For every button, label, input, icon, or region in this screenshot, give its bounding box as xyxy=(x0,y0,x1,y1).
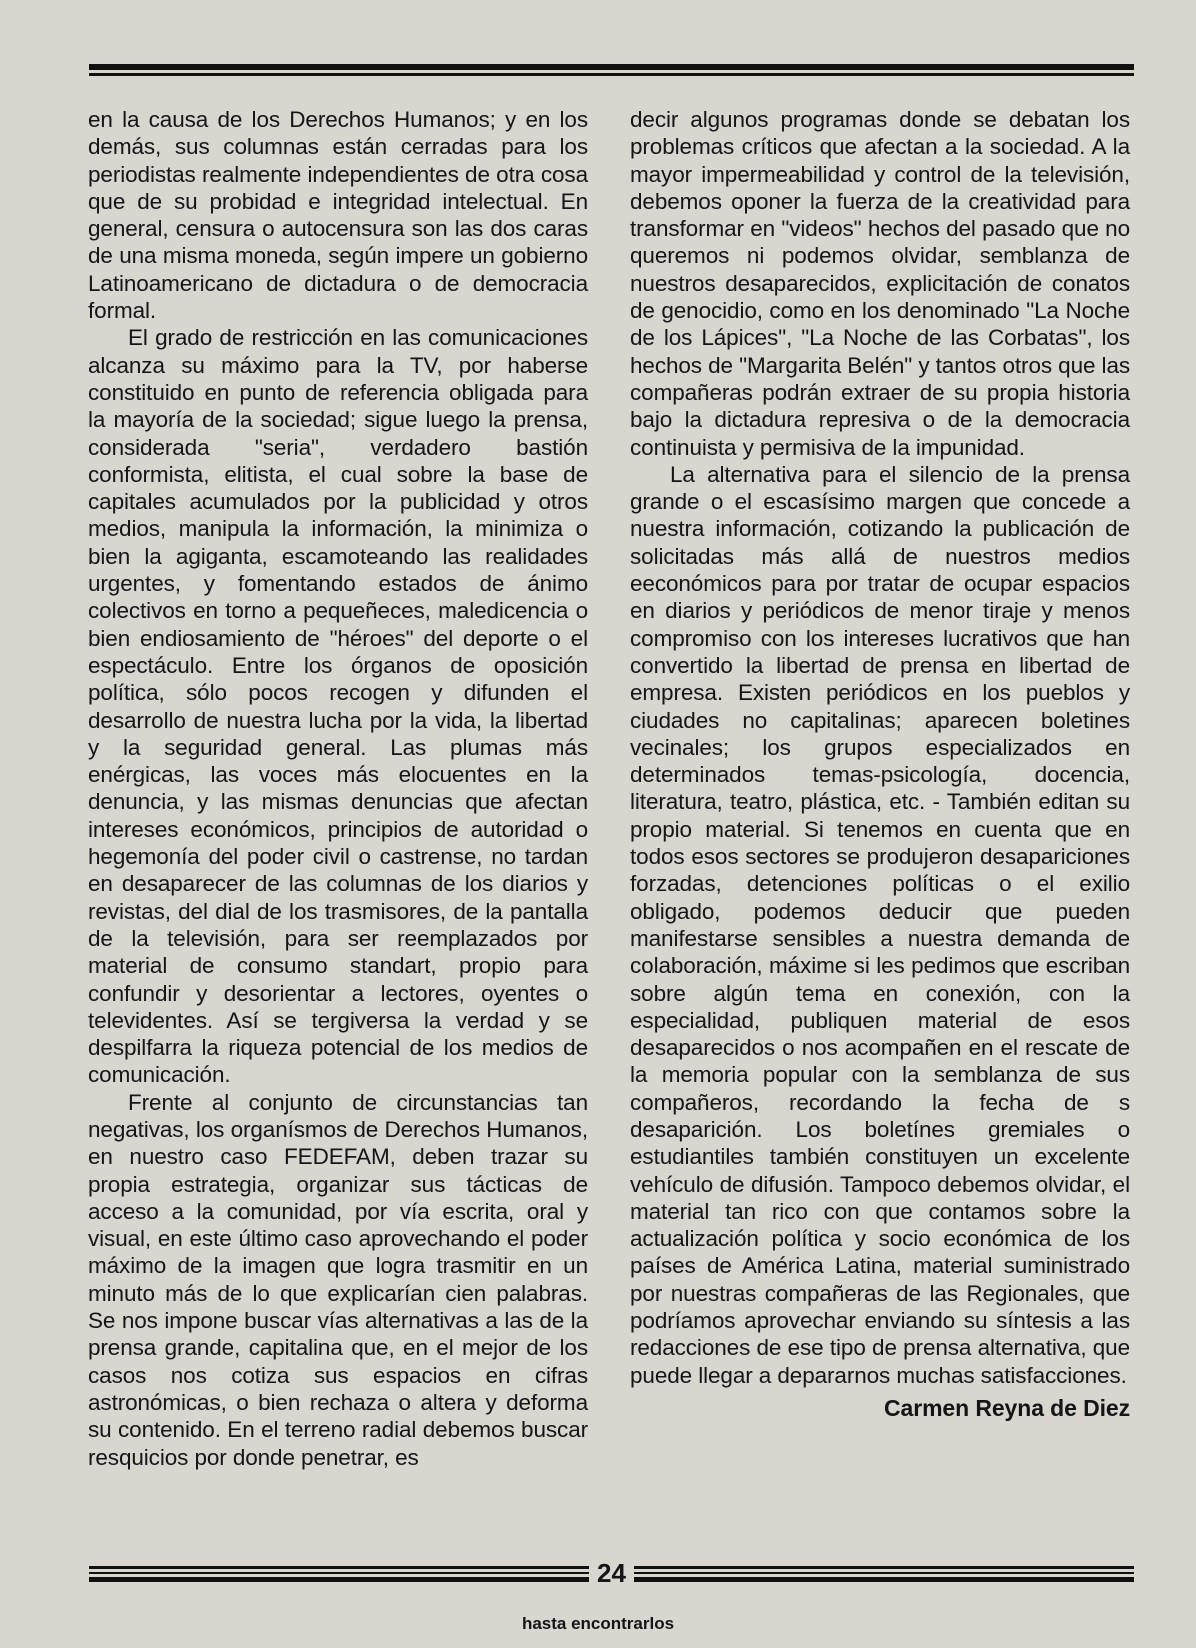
right-column xyxy=(630,106,1130,1422)
footer xyxy=(89,1558,1134,1588)
page-number: 24 xyxy=(597,1558,626,1588)
paragraph: El grado de restricción en las comunicaciones alcanza su máximo para la TV, por haberse constituido en punto de referencia obligada para la mayoría de la sociedad; sigue luego la prensa, considerada "seria", verdadero bastión conformista, elitista, el cual sobre la base de capitales acumulados por la publicidad y otros medios, manipula la información, la minimiza o bien la agiganta, escamoteando las realidades urgentes, y fomentando estados de ánimo colectivos en torno a pequeñeces, maledicencia o bien endiosamiento de "héroes" del deporte o el espectáculo. Entre los órganos de oposición política, sólo pocos recogen y difunden el desarrollo de nuestra lucha por la vida, la libertad y la seguridad general. Las plumas más enérgicas, las voces más elocuentes en la denuncia, y las mismas denuncias que afectan intereses económicos, principios de autoridad o hegemonía del poder civil o castrense, no tardan en desaparecer de las columnas de los diarios y revistas, del dial de los trasmisores, de la pantalla de la televisión, para ser reemplazados por material de consumo standart, propio para confundir y desorientar a lectores, oyentes o televidentes. Así se tergiversa la verdad y se despilfarra la riqueza potencial de los medios de comunicación. xyxy=(88,325,588,1088)
top-rule xyxy=(89,64,1134,76)
publication-name: hasta encontrarlos xyxy=(521,1614,675,1633)
paragraph: decir algunos programas donde se debatan los problemas críticos que afectan a la sociedad. A la mayor impermeabilidad y control de la televisión, debemos oponer la fuerza de la creatividad para transformar en "videos" hechos del pasado que no queremos ni podemos olvidar, semblanza de nuestros desaparecidos, explicitación de conatos de genocidio, como en los denominado "La Noche de los Lápices", "La Noche de las Corbatas", los hechos de "Margarita Belén" y tantos otros que las compañeras podrán extraer de su propia historia bajo la dictadura represiva o de la democracia continuista y permisiva de la impunidad. xyxy=(630,107,1131,460)
author-signature: Carmen Reyna de Diez xyxy=(884,1394,1130,1421)
footer-rule-left xyxy=(89,1566,589,1582)
paragraph: en la causa de los Derechos Humanos; y en los demás, sus columnas están cerradas para los periodistas realmente independientes de otra cosa que de su probidad e integridad intelectual. En general, censura o autocensura son las dos caras de una misma moneda, según impere un gobierno Latinoamericano de dictadura o de democracia formal. xyxy=(88,107,588,324)
footer-rule-right xyxy=(634,1566,1134,1582)
left-column xyxy=(88,106,588,1471)
paragraph: La alternativa para el silencio de la prensa grande o el escasísimo margen que concede a nuestra información, cotizando la publicación de solicitadas más allá de nuestros medios eeconómicos para por tratar de ocupar espacios en diarios y periódicos de menor tiraje y menos compromiso con los intereses lucrativos que han convertido la libertad de prensa en libertad de empresa. Existen periódicos en los pueblos y ciudades no capitalinas; aparecen boletines vecinales; los grupos especializados en determinados temas-psicología, docencia, literatura, teatro, plástica, etc. - También editan su propio material. Si tenemos en cuenta que en todos esos sectores se produjeron desapariciones forzadas, detenciones políticas o el exilio obligado, podemos deducir que pueden manifestarse sensibles a nuestra demanda de colaboración, máxime si les pedimos que escriban sobre algún tema en conexión, con la especialidad, publiquen material de esos desaparecidos o nos acompañen en el rescate de la memoria popular con la semblanza de sus compañeros, recordando la fecha de s desaparición. Los boletínes gremiales o estudiantiles también constituyen un excelente vehículo de difusión. Tampoco debemos olvidar, el material tan rico con que contamos sobre la actualización política y socio económica de los países de América Latina, material suministrado por nuestras compañeras de las Regionales, que podríamos aprovechar enviando su síntesis a las redacciones de ese tipo de prensa alternativa, que puede llegar a depararnos muchas satisfacciones. xyxy=(630,461,1130,1388)
paragraph: Frente al conjunto de circunstancias tan negativas, los organísmos de Derechos Humanos, en nuestro caso FEDEFAM, deben trazar su propia estrategia, organizar sus tácticas de acceso a la comunidad, por vía escrita, oral y visual, en este último caso aprovechando el poder máximo de la imagen que logra trasmitir en un minuto más de lo que explicarían cien palabras. Se nos impone buscar vías alternativas a las de la prensa grande, capitalina que, en el mejor de los casos nos cotiza sus espacios en cifras astronómicas, o bien rechaza o altera y deforma su contenido. En el terreno radial debemos buscar resquicios por donde penetrar, es xyxy=(88,1089,588,1470)
